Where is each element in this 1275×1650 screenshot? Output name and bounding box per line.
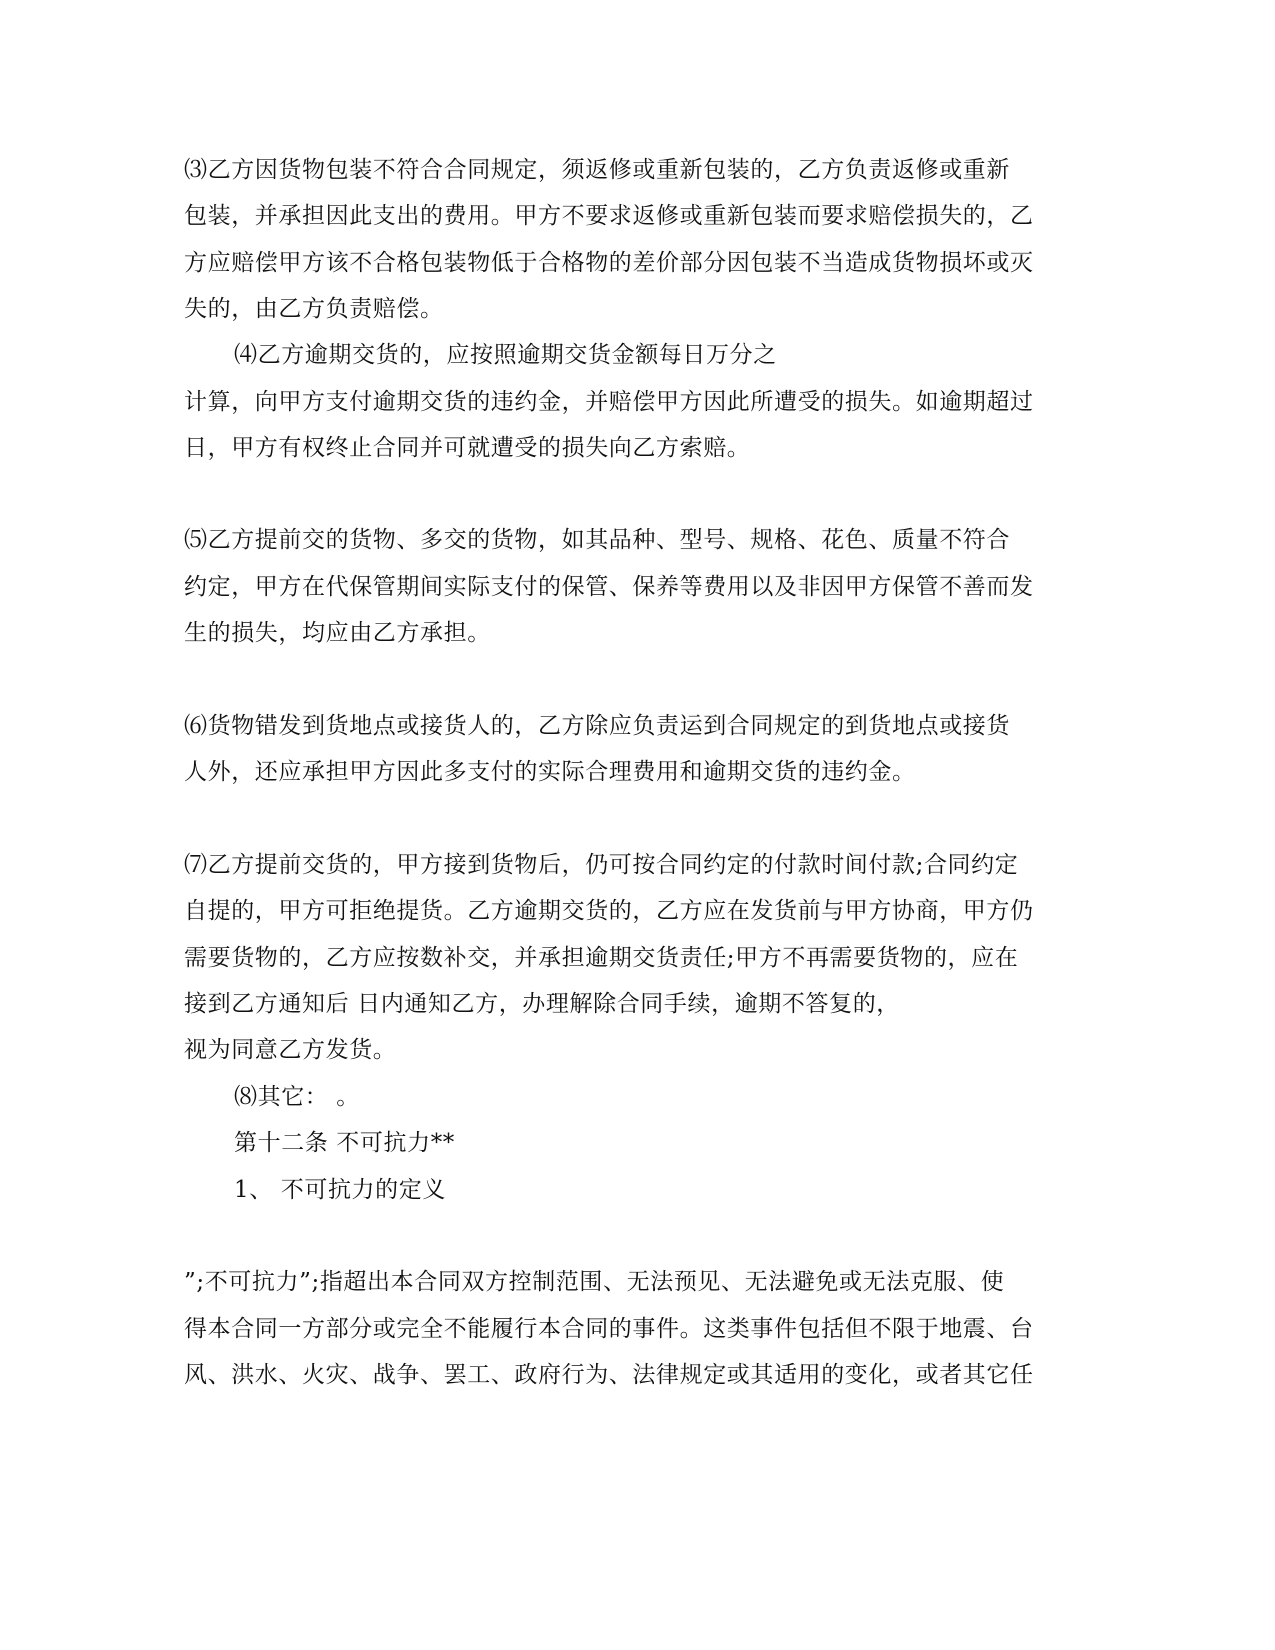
clause-3-line-3: 方应赔偿甲方该不合格包装物低于合格物的差价部分因包装不当造成货物损坏或灭 [184, 250, 1034, 276]
clause-3-line-4: 失的，由乙方负责赔偿。 [184, 296, 444, 322]
clause-4-line-3: 日，甲方有权终止合同并可就遭受的损失向乙方索赔。 [184, 435, 751, 461]
clause-7-line-4: 接到乙方通知后 日内通知乙方，办理解除合同手续，逾期不答复的， [184, 991, 900, 1017]
clause-7-line-5: 视为同意乙方发货。 [184, 1037, 397, 1063]
clause-7-line-1: ⑺乙方提前交货的，甲方接到货物后，仍可按合同约定的付款时间付款;合同约定 [184, 852, 1019, 878]
article-12-heading: 第十二条 不可抗力** [234, 1130, 455, 1156]
clause-3-line-1: ⑶乙方因货物包装不符合合同规定，须返修或重新包装的，乙方负责返修或重新 [184, 157, 1010, 183]
clause-5-line-1: ⑸乙方提前交的货物、多交的货物，如其品种、型号、规格、花色、质量不符合 [184, 527, 1010, 553]
clause-3-line-2: 包装，并承担因此支出的费用。甲方不要求返修或重新包装而要求赔偿损失的，乙 [184, 203, 1034, 229]
clause-4-line-2: 计算，向甲方支付逾期交货的违约金，并赔偿甲方因此所遭受的损失。如逾期超过 [184, 389, 1034, 415]
definition-line-1: ”;不可抗力”;指超出本合同双方控制范围、无法预见、无法避免或无法克服、使 [184, 1269, 1005, 1295]
clause-5-line-2: 约定，甲方在代保管期间实际支付的保管、保养等费用以及非因甲方保管不善而发 [184, 574, 1034, 600]
force-majeure-definition-heading: 1、 不可抗力的定义 [234, 1177, 446, 1203]
clause-6-line-1: ⑹货物错发到货地点或接货人的，乙方除应负责运到合同规定的到货地点或接货 [184, 713, 1010, 739]
definition-line-3: 风、洪水、火灾、战争、罢工、政府行为、法律规定或其适用的变化，或者其它任 [184, 1362, 1034, 1388]
clause-6-line-2: 人外，还应承担甲方因此多支付的实际合理费用和逾期交货的违约金。 [184, 759, 916, 785]
clause-8-line: ⑻其它： 。 [234, 1084, 360, 1110]
definition-line-2: 得本合同一方部分或完全不能履行本合同的事件。这类事件包括但不限于地震、台 [184, 1316, 1034, 1342]
clause-4-line-1: ⑷乙方逾期交货的，应按照逾期交货金额每日万分之 [234, 342, 777, 368]
clause-7-line-3: 需要货物的，乙方应按数补交，并承担逾期交货责任;甲方不再需要货物的，应在 [184, 945, 1019, 971]
clause-7-line-2: 自提的，甲方可拒绝提货。乙方逾期交货的，乙方应在发货前与甲方协商，甲方仍 [184, 898, 1034, 924]
clause-5-line-3: 生的损失，均应由乙方承担。 [184, 620, 491, 646]
